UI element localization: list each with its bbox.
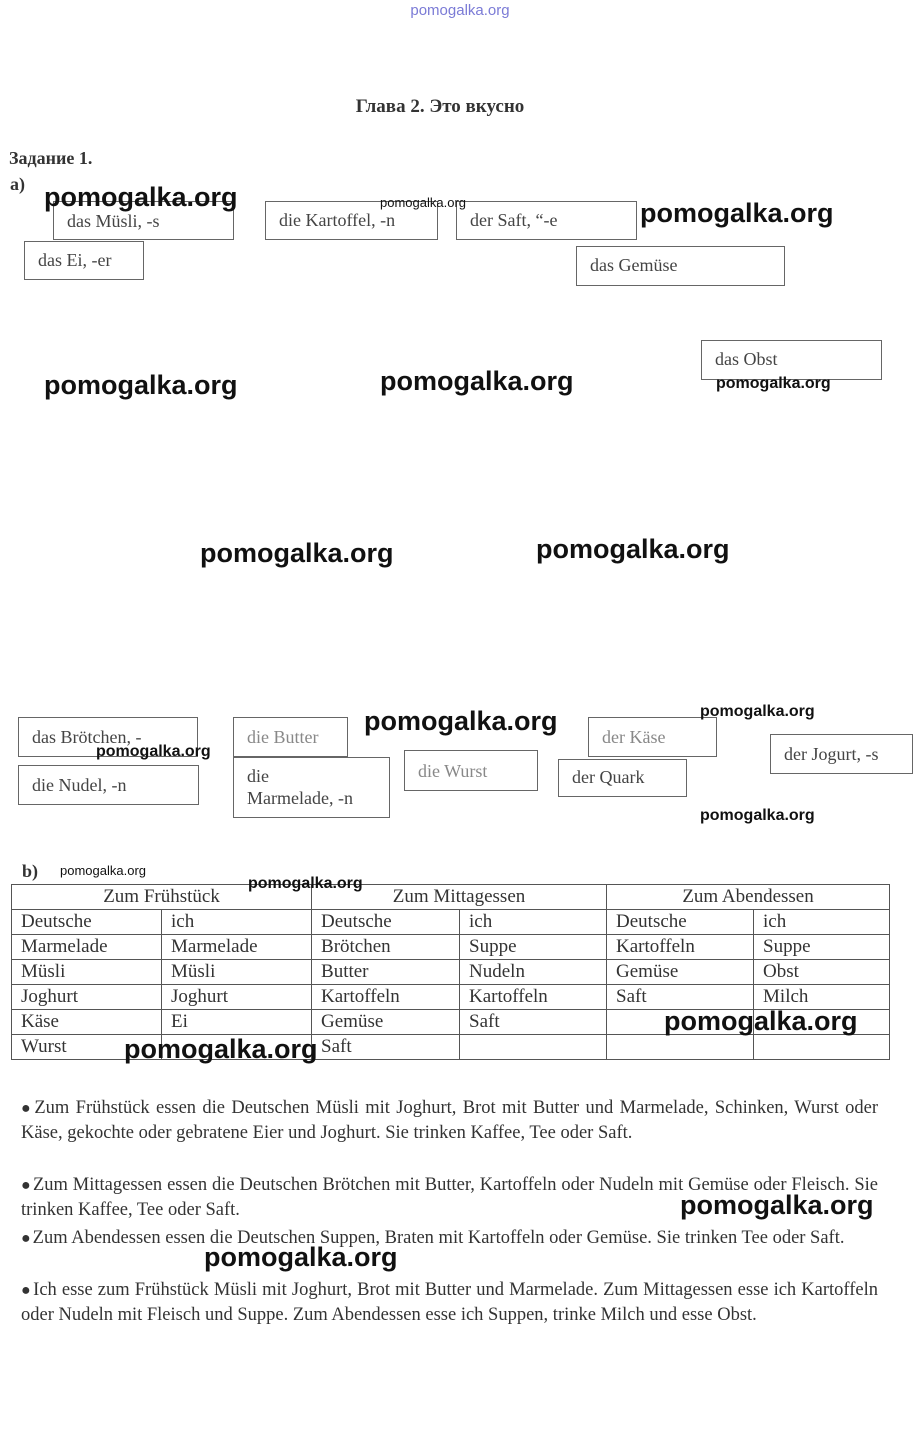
table-cell: ich [754, 910, 890, 935]
watermark: pomogalka.org [536, 534, 730, 564]
header-mittagessen: Zum Mittagessen [312, 885, 607, 910]
word-card-muesli: das Müsli, -s [53, 201, 234, 240]
watermark: pomogalka.org [680, 1190, 874, 1220]
watermark: pomogalka.org [664, 1006, 858, 1036]
table-row [12, 935, 890, 960]
part-b-label: b) [22, 861, 39, 881]
word-card-saft: der Saft, “-e [456, 201, 637, 240]
table-cell: Saft [607, 985, 754, 1010]
table-cell: Obst [754, 960, 890, 985]
header-abendessen: Zum Abendessen [607, 885, 890, 910]
watermark: pomogalka.org [200, 538, 394, 568]
table-cell: Saft [312, 1035, 460, 1060]
table-cell: Wurst [12, 1035, 162, 1060]
table-cell: Saft [460, 1010, 607, 1035]
word-card-jogurt: der Jogurt, -s [770, 734, 913, 774]
table-cell: Joghurt [162, 985, 312, 1010]
watermark: pomogalka.org [640, 198, 834, 228]
table-cell: Suppe [754, 935, 890, 960]
table-cell: Nudeln [460, 960, 607, 985]
table-header-row [12, 885, 890, 910]
table-cell: Müsli [12, 960, 162, 985]
paragraph-fruehstueck [21, 1096, 878, 1146]
table-cell: Milch [754, 985, 890, 1010]
table-cell: Kartoffeln [607, 935, 754, 960]
word-card-butter: die Butter [233, 717, 348, 757]
paragraph-text: Zum Abendessen essen die Deutschen Suppen, Braten mit Kartoffeln oder Gemüse. Sie trinken Tee oder Saft. [32, 1228, 845, 1248]
table-cell: Suppe [460, 935, 607, 960]
table-cell: Müsli [162, 960, 312, 985]
table-cell: Deutsche [12, 910, 162, 935]
bullet-icon: ● [21, 1177, 31, 1194]
watermark: pomogalka.org [380, 366, 574, 396]
bullet-icon: ● [21, 1230, 31, 1247]
task-label: Задание 1. [9, 148, 93, 168]
table-cell: ich [460, 910, 607, 935]
table-cell [460, 1035, 607, 1060]
watermark: pomogalka.org [96, 743, 211, 760]
word-card-obst: das Obst [701, 340, 882, 380]
table-row [12, 960, 890, 985]
word-card-wurst: die Wurst [404, 750, 538, 791]
table-cell: Gemüse [607, 960, 754, 985]
watermark: pomogalka.org [44, 370, 238, 400]
paragraph-abendessen [21, 1226, 878, 1251]
table-cell: Kartoffeln [460, 985, 607, 1010]
watermark: pomogalka.org [248, 875, 363, 892]
watermark: pomogalka.org [700, 807, 815, 824]
word-card-gemuese: das Gemüse [576, 246, 785, 286]
paragraph-text: Zum Mittagessen essen die Deutschen Brötchen mit Butter, Kartoffeln oder Nudeln mit Gemüse oder Fleisch. Sie trinken Kaffee, Tee oder Saft. [21, 1175, 878, 1220]
paragraph-text: Zum Frühstück essen die Deutschen Müsli mit Joghurt, Brot mit Butter und Marmelade, Schinken, Wurst oder Käse, gekochte oder gebratene Eier und Joghurt. Sie trinken Kaffee, Tee oder Saft. [21, 1098, 878, 1143]
watermark: pomogalka.org [204, 1242, 398, 1272]
table-cell: Deutsche [312, 910, 460, 935]
table-cell: Butter [312, 960, 460, 985]
table-cell: Deutsche [607, 910, 754, 935]
bullet-icon: ● [21, 1282, 32, 1299]
word-card-nudel: die Nudel, -n [18, 765, 199, 805]
table-cell: Marmelade [12, 935, 162, 960]
bullet-icon: ● [21, 1100, 33, 1117]
watermark: pomogalka.org [380, 195, 466, 210]
word-card-kartoffel: die Kartoffel, -n [265, 201, 438, 240]
watermark: pomogalka.org [60, 863, 146, 878]
watermark: pomogalka.org [716, 375, 831, 392]
table-cell [607, 1035, 754, 1060]
word-card-quark: der Quark [558, 759, 687, 797]
table-cell: Brötchen [312, 935, 460, 960]
table-cell [754, 1035, 890, 1060]
table-row [12, 910, 890, 935]
top-watermark: pomogalka.org [410, 2, 510, 19]
paragraph-text: Ich esse zum Frühstück Müsli mit Joghurt, Brot mit Butter und Marmelade. Zum Mittagessen esse ich Kartoffeln oder Nudeln mit Fleisch und Suppe. Zum Abendessen esse ich Suppen, trinke Milch und esse Obst. [21, 1280, 878, 1325]
word-card-kaese: der Käse [588, 717, 717, 757]
part-a-label: а) [10, 174, 25, 194]
paragraph-ich [21, 1278, 878, 1328]
table-cell: Joghurt [12, 985, 162, 1010]
table-cell: Kartoffeln [312, 985, 460, 1010]
table-cell: Ei [162, 1010, 312, 1035]
word-card-marmelade [233, 757, 390, 818]
table-cell: Marmelade [162, 935, 312, 960]
table-cell: Käse [12, 1010, 162, 1035]
table-cell: Gemüse [312, 1010, 460, 1035]
watermark: pomogalka.org [44, 182, 238, 212]
chapter-title: Глава 2. Это вкусно [355, 96, 525, 117]
word-card-broetchen: das Brötchen, - [18, 717, 198, 757]
watermark: pomogalka.org [700, 703, 815, 720]
word-card-ei: das Ei, -er [24, 241, 144, 280]
word-card-marmelade-line2: Marmelade, -n [247, 787, 353, 808]
header-fruehstueck: Zum Frühstück [12, 885, 312, 910]
watermark: pomogalka.org [364, 706, 558, 736]
watermark: pomogalka.org [124, 1034, 318, 1064]
word-card-marmelade-line1: die [247, 766, 269, 786]
table-cell: ich [162, 910, 312, 935]
